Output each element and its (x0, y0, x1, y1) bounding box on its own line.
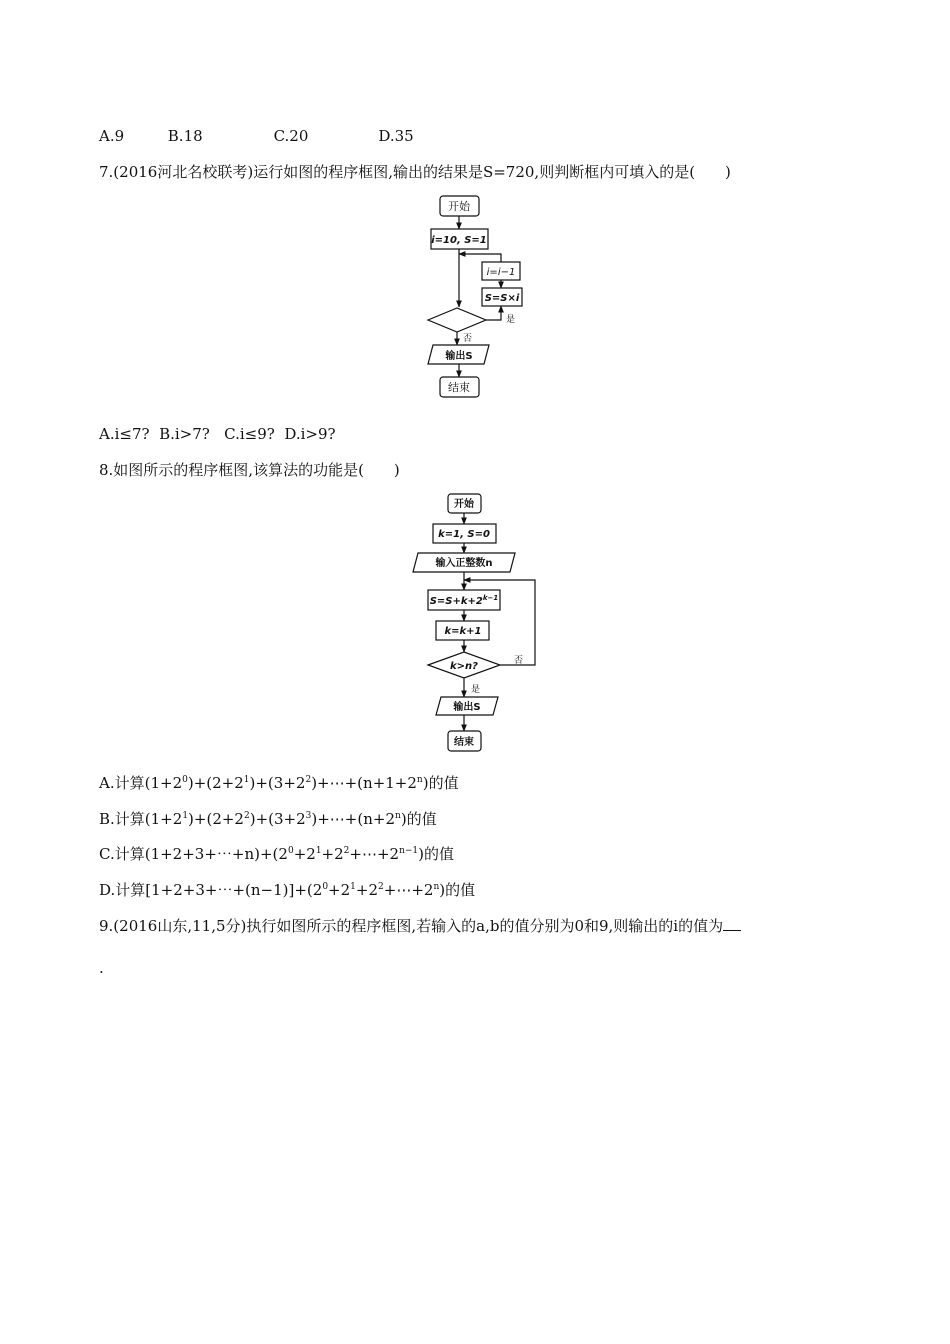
q7-step1-label: i=i−1 (486, 267, 516, 278)
q7-output-label: 输出S (445, 351, 473, 362)
q8-output-label: 输出S (453, 702, 481, 713)
q8-option-b: B.计算$(1+2^1)+(2+2^2)+(3+2^3)+\cdots+(n+2^n)$的值 (99, 810, 437, 828)
q8-start-label: 开始 (454, 499, 474, 510)
q7-step2-label: S=S×i (484, 293, 520, 304)
q8-step1-sup: k−1 (482, 594, 499, 602)
q7-options: A.i≤7? B.i>7? C.i≤9? D.i>9? (99, 425, 336, 443)
q7-end-label: 结束 (448, 381, 470, 394)
q8-step1-label: $S=S+k+2^{k-1}$ (429, 594, 499, 607)
q7-yes-label: 是 (506, 315, 516, 325)
q6-option-d: D.35 (378, 127, 414, 145)
q9-answer-blank[interactable] (723, 916, 741, 931)
q6-option-c: C.20 (273, 127, 309, 145)
q8-input-label: 输入正整数n (435, 558, 493, 569)
q8-cond-label: k>n? (450, 661, 478, 672)
q9-tail: . (99, 959, 104, 977)
q8-option-c: C.计算$(1+2+3+\cdots+n)+(2^0+2^1+2^2+\cdots+2^{n-1})$的值 (99, 845, 455, 863)
q7-stem: 7.(2016河北名校联考)运行如图的程序框图,输出的结果是S=720,则判断框内可填入的是( ) (99, 163, 731, 181)
q8-step2-label: k=k+1 (444, 626, 482, 637)
q8-end-label: 结束 (454, 737, 474, 748)
q8-stem: 8.如图所示的程序框图,该算法的功能是( ) (99, 461, 400, 479)
q8-yes-label: 是 (471, 685, 481, 695)
q8-option-d: D.计算$[1+2+3+\cdots+(n-1)]+(2^0+2^1+2^2+\cdots+2^n)$的值 (99, 881, 476, 899)
q7-start-label: 开始 (448, 200, 470, 213)
q8-init-label: k=1, S=0 (438, 529, 490, 540)
q6-option-a: A.9 (99, 127, 125, 145)
q7-no-label: 否 (463, 334, 473, 344)
q6-option-b: B.18 (167, 127, 203, 145)
q9-stem: 9.(2016山东,11,5分)执行如图所示的程序框图,若输入的a,b的值分别为0和9,则输出的i的值为 (99, 916, 741, 936)
q8-option-a: A.计算$(1+2^0)+(2+2^1)+(3+2^2)+\cdots+(n+1+2^n)$的值 (99, 774, 459, 792)
q7-init-label: i=10, S=1 (431, 235, 487, 246)
q8-no-label: 否 (514, 656, 524, 666)
